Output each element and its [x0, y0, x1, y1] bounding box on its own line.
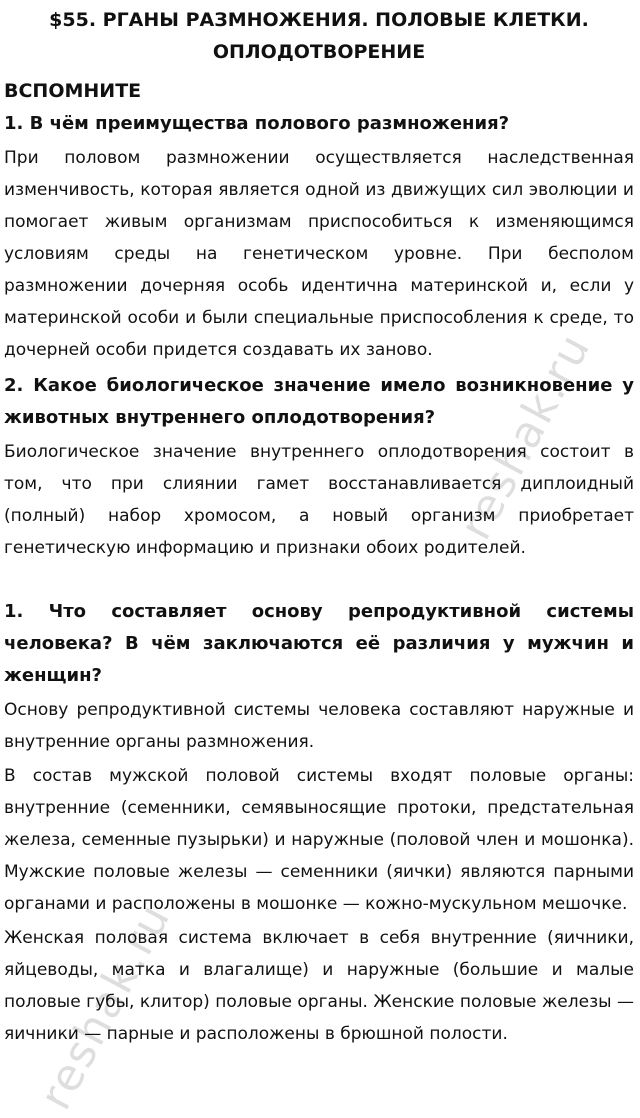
recall-heading: ВСПОМНИТЕ	[4, 80, 142, 102]
question-1-answer-3: Женская половая система включает в себя внутренние (яичники, яйцеводы, матка и влагалище) и наружные (большие и малые половые губы, клитор) половые органы. Женские половые железы — яичники — парные и расположены в брюшной полости.	[4, 928, 634, 1044]
page-title: $55. РГАНЫ РАЗМНОЖЕНИЯ. ПОЛОВЫЕ КЛЕТКИ. ОПЛОДОТВОРЕНИЕ	[49, 9, 589, 63]
watermark: reshak.ru	[450, 324, 601, 548]
watermark: reshak.ru	[30, 894, 181, 1118]
recall-answer-2: Биологическое значение внутреннего оплодотворения состоит в том, что при слиянии гамет восстанавливается диплоидный (полный) набор хромосом, а новый организм приобретает генетическую информацию и признаки обоих родителей.	[4, 442, 634, 558]
question-1-answer-2: В состав мужской половой системы входят половые органы: внутренние (семенники, семявыносящие протоки, предстательная железа, семенные пузырьки) и наружные (половой член и мошонка). Мужские половые железы — семенники (яички) являются парными органами и расположены в мошонке — кожно-мускульном мешочке.	[4, 766, 634, 914]
section-spacer	[4, 564, 634, 592]
recall-answer-1: При половом размножении осуществляется наследственная изменчивость, которая является одной из движущих сил эволюции и помогает живым организмам приспособиться к изменяющимся условиям среды на генетическом уровне. При бесполом размножении дочерняя особь идентична материнской и, если у материнской особи и были специальные приспособления к среде, то дочерней особи придется создавать их заново.	[4, 148, 634, 360]
question-1: 1. Что составляет основу репродуктивной системы человека? В чём заключаются её различия у мужчин и женщин?	[4, 601, 634, 686]
recall-question-1: 1. В чём преимущества полового размножения?	[4, 113, 510, 134]
recall-question-2: 2. Какое биологическое значение имело возникновение у животных внутреннего оплодотворения?	[4, 375, 634, 428]
question-1-answer-1: Основу репродуктивной системы человека составляют наружные и внутренние органы размножения.	[4, 700, 634, 752]
document-page	[0, 4, 640, 1088]
